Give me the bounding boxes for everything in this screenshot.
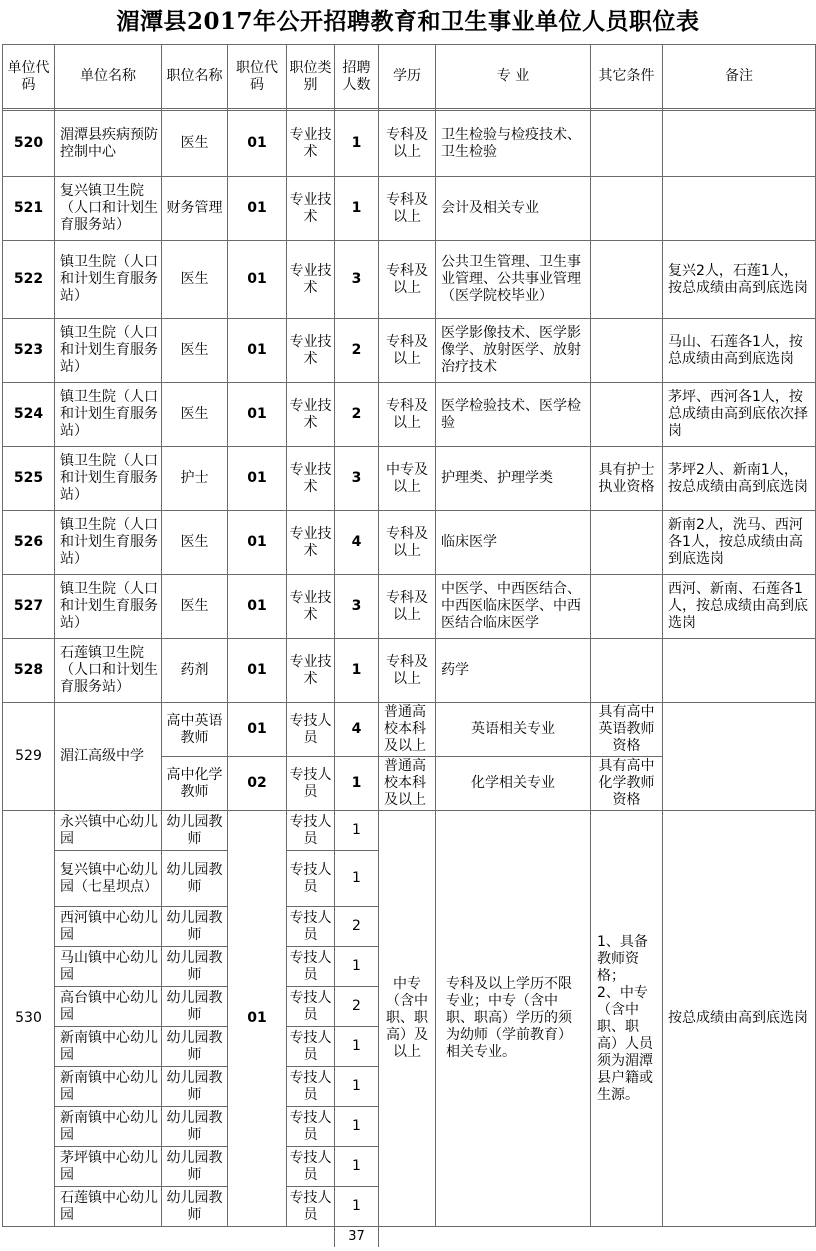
position-name: 幼儿园教师 [162, 1027, 228, 1067]
unit-name: 镇卫生院（人口和计划生育服务站） [55, 383, 162, 447]
unit-name: 石莲镇中心幼儿园 [55, 1187, 162, 1227]
position-type: 专技人员 [287, 811, 335, 851]
position-type: 专业技术 [287, 111, 335, 177]
position-name: 医生 [162, 241, 228, 319]
table-row [3, 447, 816, 511]
other-conditions [591, 111, 663, 177]
other-conditions [591, 383, 663, 447]
position-name: 幼儿园教师 [162, 907, 228, 947]
notes [663, 639, 816, 703]
major: 临床医学 [436, 511, 591, 575]
position-code: 01 [228, 383, 287, 447]
recruit-count: 1 [335, 1027, 379, 1067]
education: 中专及以上 [379, 447, 436, 511]
notes [663, 703, 816, 811]
header-row [3, 45, 816, 109]
notes: 茅坪、西河各1人，按总成绩由高到底依次择岗 [663, 383, 816, 447]
position-code: 01 [228, 319, 287, 383]
position-name: 幼儿园教师 [162, 1107, 228, 1147]
unit-code: 528 [3, 639, 55, 703]
major: 医学检验技术、医学检验 [436, 383, 591, 447]
positions-table [2, 44, 816, 1247]
position-name: 幼儿园教师 [162, 987, 228, 1027]
position-name: 幼儿园教师 [162, 1067, 228, 1107]
position-type: 专技人员 [287, 1187, 335, 1227]
position-type: 专业技术 [287, 319, 335, 383]
recruit-count: 2 [335, 319, 379, 383]
education: 专科及以上 [379, 639, 436, 703]
unit-code: 529 [3, 703, 55, 811]
notes: 复兴2人，石莲1人，按总成绩由高到底选岗 [663, 241, 816, 319]
table-row [3, 639, 816, 703]
major: 会计及相关专业 [436, 177, 591, 241]
other-conditions [591, 241, 663, 319]
other-conditions: 具有高中英语教师资格 [591, 703, 663, 757]
table-row [3, 811, 816, 851]
position-code: 01 [228, 811, 287, 1227]
recruit-count: 1 [335, 111, 379, 177]
unit-name: 湄潭县疾病预防控制中心 [55, 111, 162, 177]
recruit-count: 1 [335, 177, 379, 241]
position-type: 专业技术 [287, 447, 335, 511]
position-type: 专技人员 [287, 1027, 335, 1067]
other-conditions [591, 511, 663, 575]
position-type: 专技人员 [287, 987, 335, 1027]
position-code: 01 [228, 447, 287, 511]
unit-code: 525 [3, 447, 55, 511]
position-type: 专业技术 [287, 511, 335, 575]
unit-name: 复兴镇中心幼儿园（七星坝点） [55, 851, 162, 907]
recruit-count: 1 [335, 811, 379, 851]
position-name: 财务管理 [162, 177, 228, 241]
unit-name: 新南镇中心幼儿园 [55, 1027, 162, 1067]
position-name: 幼儿园教师 [162, 947, 228, 987]
position-type: 专技人员 [287, 703, 335, 757]
position-type: 专业技术 [287, 639, 335, 703]
position-type: 专业技术 [287, 241, 335, 319]
unit-name: 马山镇中心幼儿园 [55, 947, 162, 987]
recruit-count: 2 [335, 383, 379, 447]
notes: 西河、新南、石莲各1人，按总成绩由高到底选岗 [663, 575, 816, 639]
unit-name: 高台镇中心幼儿园 [55, 987, 162, 1027]
other-conditions [591, 639, 663, 703]
header-position-name: 职位名称 [162, 45, 228, 109]
header-education: 学历 [379, 45, 436, 109]
header-unit-code: 单位代码 [3, 45, 55, 109]
education: 普通高校本科及以上 [379, 703, 436, 757]
unit-code: 522 [3, 241, 55, 319]
position-code: 01 [228, 639, 287, 703]
position-type: 专技人员 [287, 907, 335, 947]
unit-name: 复兴镇卫生院（人口和计划生育服务站） [55, 177, 162, 241]
notes: 按总成绩由高到底选岗 [663, 811, 816, 1227]
unit-name: 镇卫生院（人口和计划生育服务站） [55, 511, 162, 575]
recruit-count: 1 [335, 639, 379, 703]
position-name: 护士 [162, 447, 228, 511]
other-conditions: 1、具备教师资格； 2、中专（含中职、职高）人员须为湄潭县户籍或生源。 [591, 811, 663, 1227]
header-recruit-count: 招聘人数 [335, 45, 379, 109]
unit-name: 湄江高级中学 [55, 703, 162, 811]
unit-name: 镇卫生院（人口和计划生育服务站） [55, 575, 162, 639]
major: 化学相关专业 [436, 757, 591, 811]
position-name: 药剂 [162, 639, 228, 703]
unit-code: 520 [3, 111, 55, 177]
unit-code: 527 [3, 575, 55, 639]
unit-code: 526 [3, 511, 55, 575]
position-code: 02 [228, 757, 287, 811]
position-type: 专技人员 [287, 1107, 335, 1147]
position-code: 01 [228, 511, 287, 575]
education: 专科及以上 [379, 319, 436, 383]
education: 专科及以上 [379, 511, 436, 575]
recruit-count: 1 [335, 947, 379, 987]
position-name: 幼儿园教师 [162, 851, 228, 907]
recruit-count: 3 [335, 575, 379, 639]
header-major: 专 业 [436, 45, 591, 109]
other-conditions [591, 319, 663, 383]
position-type: 专技人员 [287, 947, 335, 987]
position-type: 专业技术 [287, 575, 335, 639]
unit-name: 新南镇中心幼儿园 [55, 1107, 162, 1147]
position-name: 幼儿园教师 [162, 1187, 228, 1227]
recruit-count: 4 [335, 511, 379, 575]
position-code: 01 [228, 575, 287, 639]
position-name: 高中化学教师 [162, 757, 228, 811]
other-conditions [591, 575, 663, 639]
position-type: 专技人员 [287, 757, 335, 811]
major: 公共卫生管理、卫生事业管理、公共事业管理（医学院校毕业） [436, 241, 591, 319]
position-name: 幼儿园教师 [162, 1147, 228, 1187]
major: 中医学、中西医结合、中西医临床医学、中西医结合临床医学 [436, 575, 591, 639]
recruit-count: 1 [335, 1147, 379, 1187]
notes [663, 111, 816, 177]
unit-name: 西河镇中心幼儿园 [55, 907, 162, 947]
table-row [3, 241, 816, 319]
header-position-code: 职位代码 [228, 45, 287, 109]
position-type: 专业技术 [287, 177, 335, 241]
page-title: 湄潭县2017年公开招聘教育和卫生事业单位人员职位表 [116, 8, 700, 35]
recruit-count: 2 [335, 907, 379, 947]
education: 普通高校本科及以上 [379, 757, 436, 811]
position-type: 专技人员 [287, 1067, 335, 1107]
education: 专科及以上 [379, 241, 436, 319]
education: 专科及以上 [379, 383, 436, 447]
major: 专科及以上学历不限专业；中专（含中职、职高）学历的须为幼师（学前教育）相关专业。 [436, 811, 591, 1227]
position-code: 01 [228, 111, 287, 177]
footer-row [3, 1227, 816, 1247]
unit-name: 永兴镇中心幼儿园 [55, 811, 162, 851]
education: 中专（含中职、职高）及以上 [379, 811, 436, 1227]
position-code: 01 [228, 703, 287, 757]
recruit-count: 1 [335, 1187, 379, 1227]
table-row [3, 575, 816, 639]
notes: 茅坪2人、新南1人，按总成绩由高到底选岗 [663, 447, 816, 511]
unit-code: 523 [3, 319, 55, 383]
education: 专科及以上 [379, 177, 436, 241]
page-number: 37 [335, 1227, 379, 1247]
notes [663, 177, 816, 241]
position-name: 医生 [162, 319, 228, 383]
notes: 新南2人，洗马、西河各1人，按总成绩由高到底选岗 [663, 511, 816, 575]
table-row [3, 319, 816, 383]
unit-code: 524 [3, 383, 55, 447]
other-conditions [591, 177, 663, 241]
recruit-count: 1 [335, 757, 379, 811]
table-row [3, 111, 816, 177]
education: 专科及以上 [379, 575, 436, 639]
unit-name: 镇卫生院（人口和计划生育服务站） [55, 241, 162, 319]
major: 医学影像技术、医学影像学、放射医学、放射治疗技术 [436, 319, 591, 383]
position-code: 01 [228, 241, 287, 319]
recruit-count: 2 [335, 987, 379, 1027]
unit-name: 茅坪镇中心幼儿园 [55, 1147, 162, 1187]
position-name: 医生 [162, 575, 228, 639]
position-name: 幼儿园教师 [162, 811, 228, 851]
notes: 马山、石莲各1人，按总成绩由高到底选岗 [663, 319, 816, 383]
unit-name: 石莲镇卫生院（人口和计划生育服务站） [55, 639, 162, 703]
unit-code: 530 [3, 811, 55, 1227]
recruit-count: 1 [335, 1067, 379, 1107]
position-name: 医生 [162, 383, 228, 447]
table-row [3, 703, 816, 757]
header-unit-name: 单位名称 [55, 45, 162, 109]
other-conditions: 具有护士执业资格 [591, 447, 663, 511]
table-row [3, 511, 816, 575]
unit-name: 镇卫生院（人口和计划生育服务站） [55, 319, 162, 383]
major: 药学 [436, 639, 591, 703]
other-conditions: 具有高中化学教师资格 [591, 757, 663, 811]
position-code: 01 [228, 177, 287, 241]
unit-name: 新南镇中心幼儿园 [55, 1067, 162, 1107]
recruit-count: 1 [335, 851, 379, 907]
unit-code: 521 [3, 177, 55, 241]
recruit-count: 1 [335, 1107, 379, 1147]
major: 卫生检验与检疫技术、卫生检验 [436, 111, 591, 177]
education: 专科及以上 [379, 111, 436, 177]
position-name: 医生 [162, 511, 228, 575]
recruit-count: 3 [335, 241, 379, 319]
header-notes: 备注 [663, 45, 816, 109]
recruit-count: 3 [335, 447, 379, 511]
position-type: 专技人员 [287, 851, 335, 907]
header-position-type: 职位类别 [287, 45, 335, 109]
header-other: 其它条件 [591, 45, 663, 109]
major: 护理类、护理学类 [436, 447, 591, 511]
table-row [3, 177, 816, 241]
position-type: 专技人员 [287, 1147, 335, 1187]
position-name: 高中英语教师 [162, 703, 228, 757]
position-name: 医生 [162, 111, 228, 177]
table-row [3, 383, 816, 447]
position-type: 专业技术 [287, 383, 335, 447]
unit-name: 镇卫生院（人口和计划生育服务站） [55, 447, 162, 511]
major: 英语相关专业 [436, 703, 591, 757]
recruit-count: 4 [335, 703, 379, 757]
